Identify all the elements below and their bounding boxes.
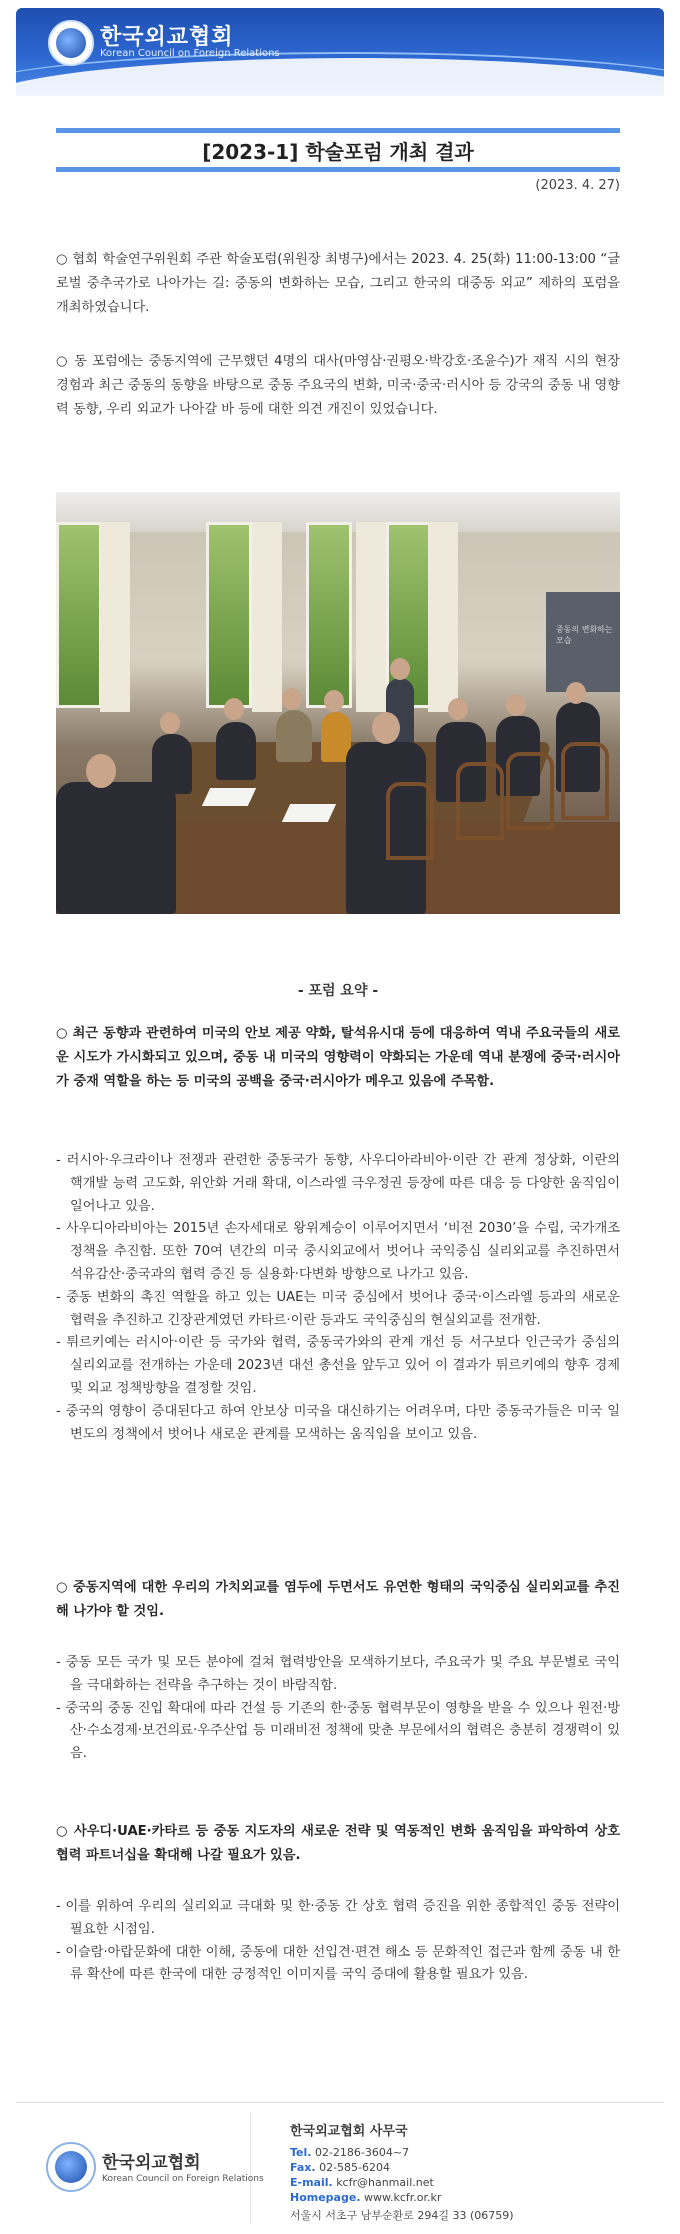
list-item: - 이슬람·아랍문화에 대한 이해, 중동에 대한 선입견·편견 해소 등 문화적인 접근과 함께 중동 내 한류 확산에 따른 한국에 대한 긍정적인 이미지를 국익 증대에 활용할 필요가 있음. bbox=[56, 1944, 620, 1983]
title-top-bar bbox=[56, 128, 620, 133]
section-list bbox=[56, 1150, 620, 1446]
footer-org-english: Korean Council on Foreign Relations bbox=[102, 2174, 264, 2184]
homepage-link[interactable]: www.kcfr.or.kr bbox=[364, 2191, 442, 2204]
intro-paragraph: ○ 협회 학술연구위원회 주관 학술포럼(위원장 최병구)에서는 2023. 4. 25(화) 11:00-13:00 “글로벌 중추국가로 나아가는 길: 중동의 변화하는 모습, 그리고 한국의 대중동 외교” 제하의 포럼을 개최하였습니다. bbox=[56, 252, 620, 315]
list-item: - 중동 변화의 촉진 역할을 하고 있는 UAE는 미국 중심에서 벗어나 중국·이스라엘 등과의 새로운 협력을 추진하고 긴장관계였던 카타르·이란 등과도 국익중심의 현실외교를 전개함. bbox=[56, 1289, 620, 1328]
summary-heading: - 포럼 요약 - bbox=[297, 983, 379, 999]
list-item: - 중동 모든 국가 및 모든 분야에 걸쳐 협력방안을 모색하기보다, 주요국가 및 주요 부문별로 국익을 극대화하는 전략을 추구하는 것이 바람직함. bbox=[56, 1655, 620, 1693]
footer-org-name: 한국외교협회 bbox=[102, 2153, 201, 2173]
footer-vertical-divider bbox=[250, 2112, 251, 2224]
org-name: 한국외교협회 bbox=[100, 25, 234, 50]
header-banner bbox=[16, 8, 664, 96]
section-heading: ○ 최근 동향과 관련하여 미국의 안보 제공 약화, 탈석유시대 등에 대응하여 역내 주요국들의 새로운 시도가 가시화되고 있으며, 중동 내 미국의 영향력이 약화되는 가운데 역내 분쟁에 중국·러시아가 중재 역할을 하는 등 미국의 공백을 중국·러시아가 메우고 있음에 주목함. bbox=[56, 1026, 620, 1089]
article-date: (2023. 4. 27) bbox=[535, 178, 620, 193]
email-label: E-mail. bbox=[290, 2176, 333, 2189]
fax-value: 02-585-6204 bbox=[319, 2161, 391, 2174]
section-heading: ○ 중동지역에 대한 우리의 가치외교를 염두에 두면서도 유연한 형태의 국익중심 실리외교를 추진해 나가야 할 것임. bbox=[56, 1580, 620, 1619]
footer-divider bbox=[16, 2102, 664, 2103]
org-english-name: Korean Council on Foreign Relations bbox=[100, 48, 280, 59]
list-item: - 러시아·우크라이나 전쟁과 관련한 중동국가 동향, 사우디아라비아·이란 간 관계 정상화, 이란의 핵개발 능력 고도화, 위안화 거래 확대, 이스라엘 극우정권 등장에 따른 대응 등 다양한 움직임이 일어나고 있음. bbox=[56, 1153, 620, 1214]
office-address: 서울시 서초구 남부순환로 294길 33 (06759) bbox=[290, 2209, 514, 2222]
list-item: - 이를 위하여 우리의 실리외교 극대화 및 한·중동 간 상호 협력 증진을 위한 종합적인 중동 전략이 필요한 시점임. bbox=[56, 1899, 620, 1937]
contact-homepage bbox=[290, 2191, 441, 2204]
tel-value: 02-2186-3604~7 bbox=[314, 2146, 410, 2159]
section-list bbox=[56, 1896, 620, 1987]
homepage-label: Homepage. bbox=[290, 2191, 361, 2204]
screen-text: 중동의 변화하는 모습 bbox=[556, 625, 613, 645]
section-list bbox=[56, 1652, 620, 1766]
fax-label: Fax. bbox=[290, 2161, 316, 2174]
contact-email bbox=[290, 2176, 434, 2189]
list-item: - 중국의 영향이 증대된다고 하여 안보상 미국을 대신하기는 어려우며, 다만 중동국가들은 미국 일변도의 정책에서 벗어나 새로운 관계를 모색하는 움직임을 보이고 있음. bbox=[56, 1403, 620, 1442]
contact-fax bbox=[290, 2161, 390, 2174]
email-link[interactable]: kcfr@hanmail.net bbox=[336, 2176, 434, 2189]
list-item: - 중국의 중동 진입 확대에 따라 건설 등 기존의 한·중동 협력부문이 영향을 받을 수 있으나 원전·방산·수소경제·보건의료·우주산업 등 미래비전 정책에 맞춘 부문에서의 협력은 충분히 경쟁력이 있음. bbox=[56, 1700, 620, 1762]
list-item: - 사우디아라비아는 2015년 손자세대로 왕위계승이 이루어지면서 ‘비전 2030’을 수립, 국가개조정책을 추진함. 또한 70여 년간의 미국 중시외교에서 벗어나 국익중심 실리외교를 추진하면서 석유감산·중국과의 협력 증진 등 실용화·다변화 방향으로 나가고 있음. bbox=[56, 1221, 620, 1282]
list-item: - 튀르키예는 러시아·이란 등 국가와 협력, 중동국가와의 관계 개선 등 서구보다 인근국가 중심의 실리외교를 전개하는 가운데 2023년 대선 총선을 앞두고 있어 이 결과가 튀르키예의 향후 경제 및 외교 정책방향을 결정할 것임. bbox=[56, 1335, 620, 1396]
emblem-logo-icon bbox=[48, 20, 94, 66]
forum-photo bbox=[56, 492, 620, 914]
title-bottom-bar bbox=[56, 167, 620, 172]
section-heading: ○ 사우디·UAE·카타르 등 중동 지도자의 새로운 전략 및 역동적인 변화 움직임을 파악하여 상호협력 파트너십을 확대해 나갈 필요가 있음. bbox=[56, 1824, 620, 1863]
intro-paragraph: ○ 동 포럼에는 중동지역에 근무했던 4명의 대사(마영삼·권평오·박강호·조윤수)가 재직 시의 현장경험과 최근 중동의 동향을 바탕으로 중동 주요국의 변화, 미국·중국·러시아 등 강국의 중동 내 영향력 동향, 우리 외교가 나아갈 바 등에 대한 의견 개진이 있었습니다. bbox=[56, 354, 620, 417]
footer-emblem-icon bbox=[46, 2142, 96, 2192]
tel-label: Tel. bbox=[290, 2146, 312, 2159]
office-name: 한국외교협회 사무국 bbox=[290, 2124, 408, 2139]
article-title: [2023-1] 학술포럼 개최 결과 bbox=[202, 140, 474, 164]
contact-tel bbox=[290, 2146, 409, 2159]
